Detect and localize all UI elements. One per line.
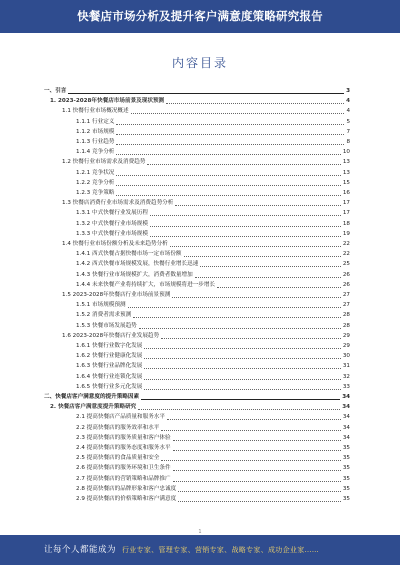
toc-entry-text: 1.6.1 快餐行业数字化发展	[76, 343, 143, 349]
toc-entry-text: 二、快餐店客户满意度的提升策略因素	[44, 394, 140, 400]
toc-entry-text: 1.6 2023-2028年快餐店行业发展趋势	[62, 332, 160, 339]
toc-entry-page: 16	[342, 190, 350, 196]
toc-entry-text: 1.6.4 快餐行业连锁化发展	[76, 373, 143, 380]
toc-entry[interactable]	[44, 87, 350, 96]
toc-leader	[173, 440, 341, 441]
toc-leader	[138, 409, 340, 410]
toc-entry-page: 18	[342, 220, 350, 227]
toc-entry-page: 17	[342, 210, 350, 217]
toc-entry[interactable]	[76, 301, 350, 310]
toc-leader	[116, 185, 340, 186]
toc-entry-text: 2.3 提高快餐店的服务质量和客户体验	[76, 434, 171, 441]
toc-entry-page: 35	[342, 445, 350, 451]
toc-entry-text: 1.3.2 中式快餐行业市场规模	[76, 220, 148, 227]
toc-entry-text: 1.6.2 快餐行业健康化发展	[76, 353, 143, 360]
toc-entry-text: 1.3.1 中式快餐行业发展历程	[76, 210, 148, 217]
toc-entry-page: 22	[342, 251, 350, 258]
toc-entry-text: 1. 2023-2028年快餐店市场前景及现状预测	[50, 98, 165, 105]
toc-entry[interactable]	[76, 342, 350, 351]
toc-leader	[173, 470, 341, 471]
toc-leader	[144, 389, 341, 390]
toc-leader	[128, 307, 341, 308]
toc-entry[interactable]	[62, 107, 350, 116]
toc-leader	[133, 317, 341, 318]
toc-entry-page: 4	[346, 108, 350, 115]
toc-entry[interactable]	[76, 322, 350, 331]
toc-entry-text: 1.1.3 行业趋势	[76, 139, 115, 145]
toc-leader	[184, 256, 341, 257]
toc-entry-text: 1.4.1 西式快餐占据快餐市场一定市场份额	[76, 251, 182, 258]
toc-leader	[173, 450, 341, 451]
footer-slogan: 让每个人都能成为	[44, 545, 117, 555]
toc-entry-text: 1.2 快餐行业市场需求及消费趋势	[62, 159, 146, 166]
toc-entry-page: 8	[346, 139, 350, 145]
toc-leader	[150, 236, 341, 237]
toc-entry-text: 2.4 提高快餐店的服务态度和服务水平	[76, 445, 171, 451]
toc-entry[interactable]	[76, 383, 350, 392]
toc-entry[interactable]	[76, 454, 350, 463]
toc-entry[interactable]	[76, 260, 350, 269]
toc-entry[interactable]	[76, 495, 350, 504]
toc-leader	[167, 419, 341, 420]
page-number: 1	[198, 529, 202, 535]
toc-entry-page: 29	[342, 343, 350, 349]
toc-leader	[170, 246, 341, 247]
toc-entry-page: 27	[342, 292, 350, 298]
toc-entry-text: 1.1 快餐行业市场概况概述	[62, 108, 129, 115]
toc-leader	[166, 103, 344, 104]
toc-entry-text: 2.7 提高快餐店的营销策略和品牌推广	[76, 475, 171, 482]
toc-entry-text: 1.1.1 行业定义	[76, 118, 115, 125]
toc-entry[interactable]	[76, 444, 350, 453]
toc-entry-text: 1.6.3 快餐行业品牌化发展	[76, 363, 143, 370]
toc-entry-page: 13	[342, 169, 350, 176]
toc-entry-text: 2.5 提高快餐店的食品质量和安全	[76, 455, 160, 462]
toc-leader	[172, 297, 341, 298]
toc-leader	[116, 195, 340, 196]
toc-entry[interactable]	[76, 148, 350, 157]
toc-entry[interactable]	[44, 393, 350, 402]
toc-entry-page: 29	[342, 332, 350, 339]
toc-leader	[131, 113, 345, 114]
toc-leader	[144, 368, 341, 369]
toc-entry-text: 1.2.1 竞争状况	[76, 169, 115, 176]
toc-leader	[141, 399, 340, 400]
toc-entry[interactable]	[76, 169, 350, 178]
toc-entry-page: 7	[346, 128, 350, 135]
toc-entry[interactable]	[76, 424, 350, 433]
toc-entry-page: 25	[342, 261, 350, 268]
toc-entry[interactable]	[76, 250, 350, 259]
footer-bar	[0, 535, 400, 565]
toc-leader	[139, 328, 341, 329]
toc-entry-text: 1.2.2 竞争分析	[76, 179, 115, 186]
toc-entry-page: 34	[342, 424, 350, 431]
toc-entry-page: 34	[342, 394, 350, 400]
toc-entry[interactable]	[76, 220, 350, 229]
toc-entry-text: 1.5.3 快餐市场发展趋势	[76, 322, 137, 329]
toc-entry-page: 28	[342, 322, 350, 329]
toc-entry[interactable]	[76, 413, 350, 422]
toc-leader	[150, 226, 341, 227]
toc-leader	[116, 175, 340, 176]
toc-entry-text: 1.4.2 西式快餐市场规模发展，快餐行业增长迅速	[76, 261, 199, 268]
toc-entry-page: 35	[342, 485, 350, 492]
toc-entry[interactable]	[62, 240, 350, 249]
toc-entry-page: 13	[342, 159, 350, 166]
toc-entry-page: 3	[346, 88, 350, 94]
toc-leader	[178, 501, 341, 502]
toc-entry-page: 26	[342, 271, 350, 278]
toc-entry[interactable]	[62, 158, 350, 167]
toc-entry-text: 1.4 快餐行业市场份额分析及未来趋势分析	[62, 241, 168, 247]
toc-leader	[144, 379, 341, 380]
toc-entry[interactable]	[76, 311, 350, 320]
toc-entry-page: 28	[342, 312, 350, 319]
toc-leader	[173, 481, 341, 482]
toc-leader	[116, 124, 344, 125]
toc-entry-page: 34	[342, 414, 350, 421]
toc-entry-text: 1.1.2 市场规模	[76, 128, 115, 135]
toc-leader	[161, 460, 340, 461]
toc-entry-page: 10	[342, 149, 350, 156]
toc-entry-page: 35	[342, 496, 350, 502]
toc-entry-text: 1.5.2 消费者需求预测	[76, 312, 132, 319]
toc-leader	[217, 287, 341, 288]
toc-entry[interactable]	[76, 138, 350, 147]
footer-roles: 行业专家、管理专家、营销专家、战略专家、成功企业家……	[122, 546, 320, 554]
toc-leader	[144, 348, 341, 349]
toc-entry[interactable]	[76, 128, 350, 137]
toc-entry-text: 2.1 提高快餐店产品质量和服务水平	[76, 414, 165, 421]
toc-leader	[161, 338, 341, 339]
toc-entry[interactable]	[76, 362, 350, 371]
toc-leader	[147, 164, 340, 165]
toc-entry[interactable]	[62, 291, 350, 300]
toc-entry[interactable]	[76, 281, 350, 290]
toc-leader	[150, 215, 341, 216]
toc-entry-text: 1.6.5 快餐行业多元化发展	[76, 383, 143, 390]
toc-entry[interactable]	[76, 271, 350, 280]
toc-entry-page: 17	[342, 200, 350, 207]
toc-entry-page: 33	[342, 383, 350, 390]
toc-entry-text: 2.9 提高快餐店的价格策略和客户满意度	[76, 496, 177, 502]
toc-entry-page: 4	[346, 98, 350, 105]
toc-entry[interactable]	[76, 485, 350, 494]
toc-entry-text: 1.1.4 竞争分析	[76, 149, 115, 156]
toc-leader	[175, 205, 341, 206]
toc-leader	[161, 430, 340, 431]
toc-entry-text: 1.5 2023-2028年快餐店行业市场前景预测	[62, 292, 171, 298]
toc-entry-text: 2. 快餐店客户满意度提升策略研究	[50, 404, 137, 411]
toc-entry[interactable]	[76, 475, 350, 484]
toc-entry-page: 27	[342, 302, 350, 309]
toc-leader	[68, 93, 344, 94]
toc-entry[interactable]	[76, 118, 350, 127]
toc-leader	[116, 134, 344, 135]
toc-entry-text: 1.3 快餐店消费行业市场需求及消费趋势分析	[62, 200, 174, 207]
toc-entry-page: 31	[342, 363, 350, 370]
toc-entry-page: 34	[342, 434, 350, 441]
toc-entry-text: 2.6 提高快餐店的服务环境和卫生条件	[76, 465, 171, 472]
toc-entry-text: 1.4.4 未来快餐产业将持续扩大，市场规模将进一步增长	[76, 281, 216, 288]
toc-entry-page: 35	[342, 465, 350, 472]
toc-leader	[116, 144, 344, 145]
toc-entry-text: 2.8 提高快餐店的品牌形象和客户忠诚度	[76, 485, 177, 492]
toc-entry[interactable]	[76, 352, 350, 361]
toc-entry-text: 1.3.3 中式快餐行业市场规模	[76, 230, 148, 237]
toc-entry[interactable]	[62, 199, 350, 208]
toc-entry[interactable]	[76, 230, 350, 239]
report-title: 快餐店市场分析及提升客户满意度策略研究报告	[77, 9, 323, 23]
toc-entry-text: 一、引言	[44, 88, 67, 94]
toc-leader	[178, 491, 341, 492]
toc-leader	[144, 358, 341, 359]
toc-entry-page: 5	[346, 118, 350, 125]
header-bar	[0, 0, 400, 33]
toc-entry[interactable]	[76, 209, 350, 218]
toc-entry-text: 2.2 提高快餐店的服务效率和水平	[76, 424, 160, 431]
toc-entry-text: 1.2.3 竞争策略	[76, 190, 115, 196]
toc-entry-page: 34	[342, 404, 350, 411]
toc-entry[interactable]	[76, 373, 350, 382]
toc-heading: 内容目录	[171, 56, 228, 70]
toc-entry-page: 32	[342, 373, 350, 380]
toc-entry-page: 35	[342, 475, 350, 482]
toc-entry-page: 30	[342, 353, 350, 360]
toc-entry[interactable]	[76, 179, 350, 188]
toc-entry-page: 19	[342, 230, 350, 237]
toc-leader	[195, 277, 341, 278]
toc-leader	[116, 154, 340, 155]
toc-entry[interactable]	[50, 403, 350, 412]
toc-entry-page: 22	[342, 241, 350, 247]
toc-entry-page: 15	[342, 179, 350, 186]
toc-entry[interactable]	[76, 434, 350, 443]
toc-entry-text: 1.4.3 快餐行业市场规模扩大，消费者数量增加	[76, 271, 193, 278]
toc-entry[interactable]	[50, 97, 350, 106]
toc-entry-text: 1.5.1 市场规模预测	[76, 302, 126, 309]
toc-leader	[200, 266, 341, 267]
toc-entry-page: 35	[342, 455, 350, 462]
toc-entry[interactable]	[62, 332, 350, 341]
toc-entry-page: 26	[342, 281, 350, 288]
toc-entry[interactable]	[76, 189, 350, 198]
toc-entry[interactable]	[76, 464, 350, 473]
